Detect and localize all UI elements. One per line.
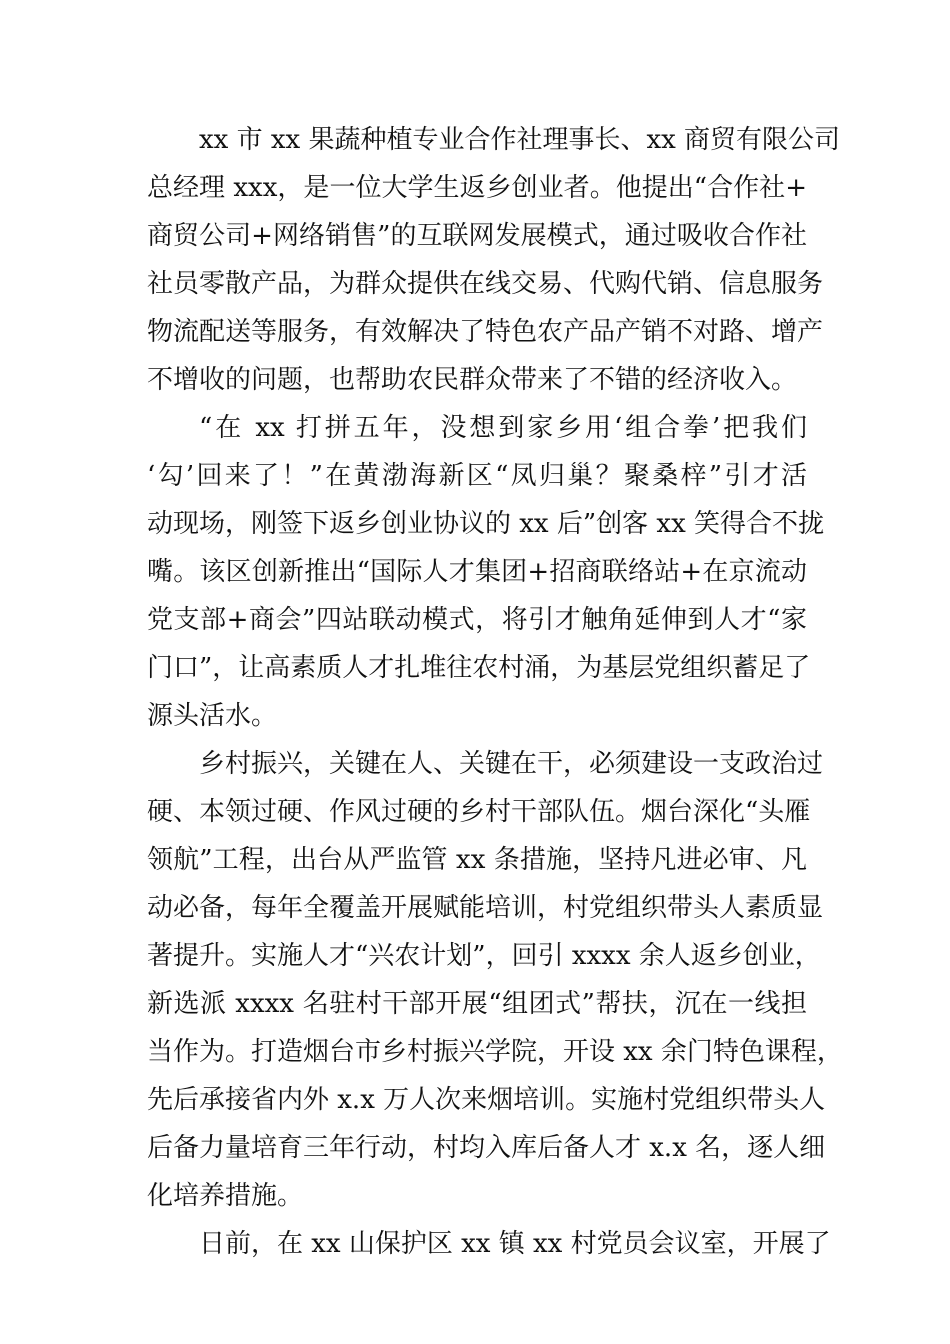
document-body: [147, 116, 843, 1268]
text-line: 动必备，每年全覆盖开展赋能培训，村党组织带头人素质显: [147, 893, 824, 923]
text-line: 嘴。该区创新推出“国际人才集团+招商联络站+在京流动: [147, 557, 807, 587]
text-line: 社员零散产品，为群众提供在线交易、代购代销、信息服务: [147, 269, 824, 299]
text-line: 源头活水。: [147, 701, 278, 731]
text-line: 日前，在 xx 山保护区 xx 镇 xx 村党员会议室，开展了: [199, 1229, 831, 1259]
text-line: 硬、本领过硬、作风过硬的乡村干部队伍。烟台深化“头雁: [147, 797, 811, 827]
text-line: 动现场，刚签下返乡创业协议的 xx 后”创客 xx 笑得合不拢: [147, 509, 825, 539]
text-line: 著提升。实施人才“兴农计划”，回引 xxxx 余人返乡创业，: [147, 941, 821, 971]
paragraph-1: [147, 116, 841, 404]
text-line: 门口”，让高素质人才扎堆往农村涌，为基层党组织蓄足了: [147, 653, 811, 683]
text-line: 先后承接省内外 x.x 万人次来烟培训。实施村党组织带头人: [147, 1085, 826, 1115]
text-line: 后备力量培育三年行动，村均入库后备人才 x.x 名，逐人细: [147, 1133, 826, 1163]
text-line: 物流配送等服务，有效解决了特色农产品产销不对路、增产: [147, 317, 824, 347]
text-line: 领航”工程，出台从严监管 xx 条措施，坚持凡进必审、凡: [147, 845, 807, 875]
text-line: “在 xx 打拼五年，没想到家乡用‘组合拳’把我们: [199, 413, 807, 443]
text-line: 总经理 xxx，是一位大学生返乡创业者。他提出“合作社+: [147, 173, 807, 203]
text-line: 不增收的问题，也帮助农民群众带来了不错的经济收入。: [147, 365, 798, 395]
paragraph-3: [147, 740, 843, 1220]
text-line: 乡村振兴，关键在人、关键在干，必须建设一支政治过: [199, 749, 824, 779]
text-line: xx 市 xx 果蔬种植专业合作社理事长、xx 商贸有限公司: [199, 125, 841, 155]
text-line: 党支部+商会”四站联动模式，将引才触角延伸到人才“家: [147, 605, 807, 635]
paragraph-4: [147, 1220, 831, 1268]
paragraph-2: [147, 404, 825, 740]
text-line: 化培养措施。: [147, 1181, 304, 1211]
text-line: 商贸公司+网络销售”的互联网发展模式，通过吸收合作社: [147, 221, 807, 251]
text-line: ‘勾’回来了！”在黄渤海新区“凤归巢？聚桑梓”引才活: [147, 461, 807, 491]
text-line: 当作为。打造烟台市乡村振兴学院，开设 xx 余门特色课程，: [147, 1037, 843, 1067]
text-line: 新选派 xxxx 名驻村干部开展“组团式”帮扶，沉在一线担: [147, 989, 807, 1019]
